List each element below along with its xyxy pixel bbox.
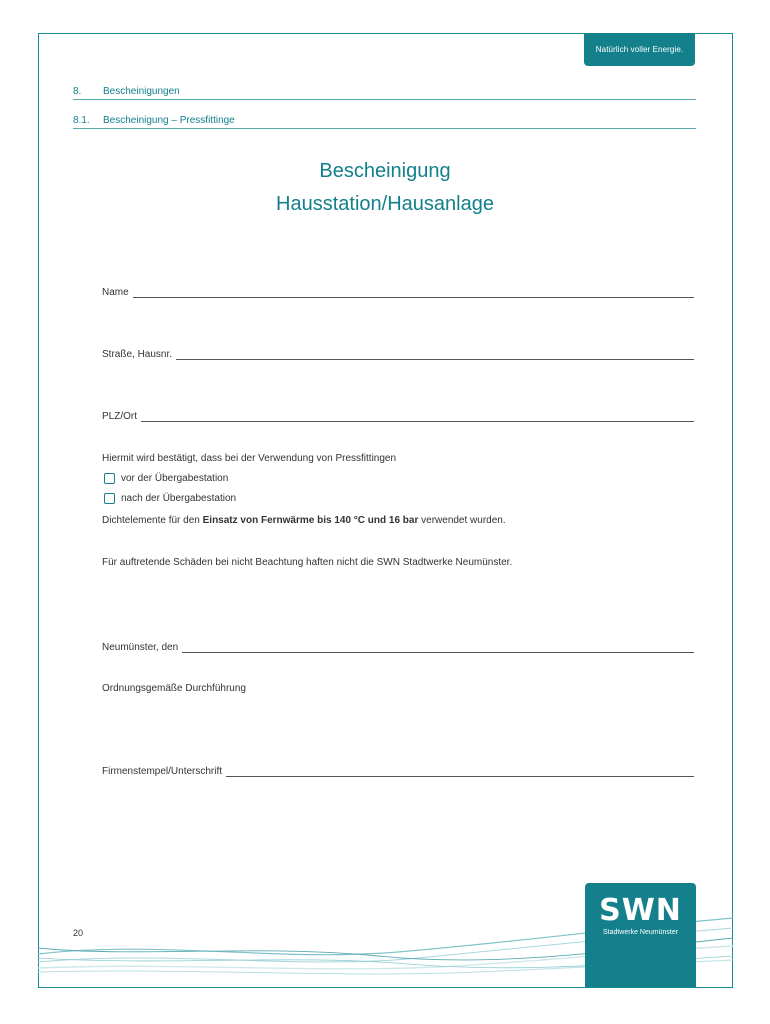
seal-suffix: verwendet wurden. [418, 515, 506, 526]
checkbox-after-icon[interactable] [104, 493, 115, 504]
date-label: Neumünster, den [102, 642, 179, 653]
option-after-label: nach der Übergabestation [121, 493, 237, 504]
section-title: Bescheinigungen [103, 86, 180, 97]
date-field[interactable] [102, 642, 694, 653]
seal-bold: Einsatz von Fernwärme bis 140 °C und 16 bar [202, 515, 419, 526]
logo-mark: SWN [599, 893, 682, 928]
checkbox-before-icon[interactable] [104, 473, 115, 484]
page-number: 20 [73, 928, 84, 938]
name-field[interactable] [102, 287, 694, 298]
liability-text: Für auftretende Schäden bei nicht Beachtung haften nicht die SWN Stadtwerke Neumünster. [102, 557, 513, 568]
name-label: Name [102, 287, 129, 298]
section-number: 8. [73, 86, 82, 97]
subsection-title: Bescheinigung – Pressfittinge [103, 115, 235, 126]
subsection-number: 8.1. [73, 115, 90, 126]
city-line[interactable] [141, 412, 694, 422]
date-line[interactable] [182, 643, 694, 653]
street-label: Straße, Hausnr. [102, 349, 173, 360]
seal-prefix: Dichtelemente für den [102, 515, 203, 526]
seal-text [102, 515, 506, 526]
section-heading [73, 86, 696, 100]
subsection-heading [73, 115, 696, 129]
street-line[interactable] [176, 350, 694, 360]
confirm-text: Hiermit wird bestätigt, dass bei der Verwendung von Pressfittingen [102, 453, 397, 464]
option-after-station[interactable] [104, 493, 236, 504]
street-field[interactable] [102, 349, 694, 360]
execution-label: Ordnungsgemäße Durchführung [102, 683, 246, 694]
name-line[interactable] [133, 288, 694, 298]
document-title: Bescheinigung [319, 160, 451, 182]
signature-line[interactable] [226, 767, 694, 777]
signature-label: Firmenstempel/Unterschrift [102, 766, 223, 777]
option-before-station[interactable] [104, 473, 228, 484]
document-subtitle: Hausstation/Hausanlage [276, 193, 494, 215]
swn-logo [585, 883, 696, 987]
tagline-badge: Natürlich voller Energie. [584, 33, 695, 66]
signature-field[interactable] [102, 766, 694, 777]
option-before-label: vor der Übergabestation [121, 473, 229, 484]
city-field[interactable] [102, 411, 694, 422]
city-label: PLZ/Ort [102, 411, 138, 422]
logo-subtitle: Stadtwerke Neumünster [602, 929, 679, 936]
